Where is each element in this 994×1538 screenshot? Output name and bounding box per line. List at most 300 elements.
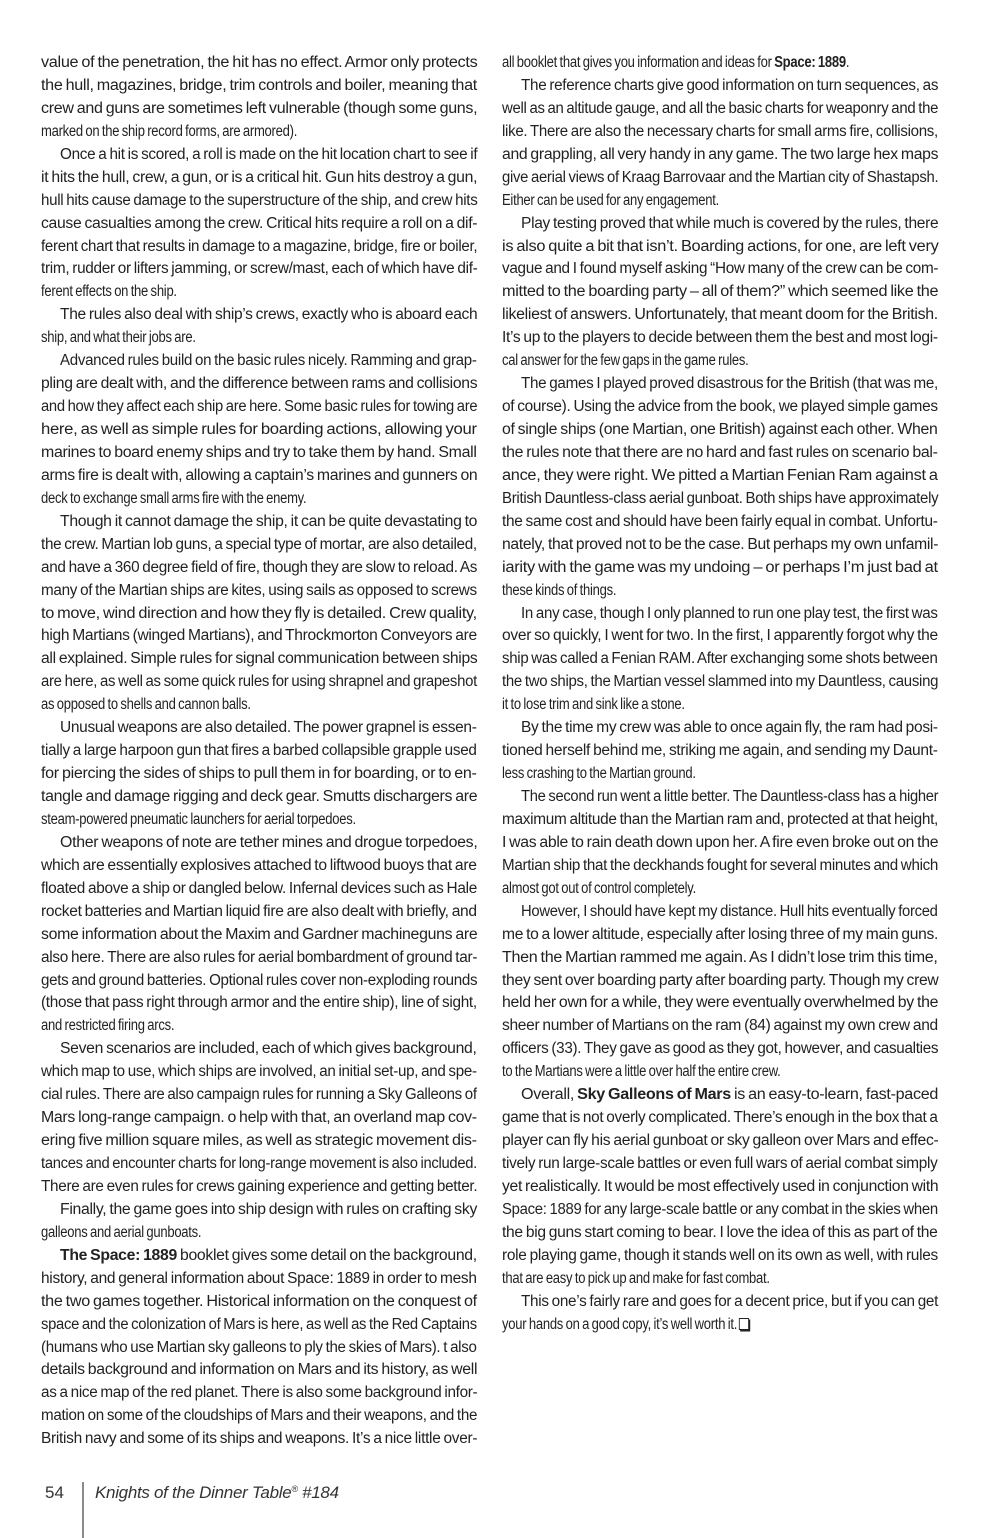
text-line bbox=[41, 671, 477, 694]
text-run: Then the Martian rammed me again. As I didn’t lose trim this time, bbox=[502, 948, 938, 966]
text-run: This one’s fairly rare and goes for a decent price, but if you can get bbox=[521, 1292, 939, 1310]
text-run: for piercing the sides of ships to pull them in for boarding, or to en- bbox=[41, 765, 477, 783]
text-run: cial rules. There are also campaign rules for running a Sky Galleons of bbox=[41, 1086, 477, 1104]
text-run: the crew. Martian lob guns, a special type of mortar, are also detailed, bbox=[41, 535, 477, 553]
line-text bbox=[502, 671, 938, 694]
text-line bbox=[502, 603, 938, 626]
text-run: mation on some of the cloudships of Mars and their weapons, and the bbox=[41, 1407, 478, 1425]
line-text bbox=[502, 236, 938, 259]
text-run: tially a large harpoon gun that fires a barbed collapsible grapple used bbox=[41, 742, 477, 760]
text-run: tangle and damage rigging and deck gear. Smutts dischargers are bbox=[41, 788, 478, 805]
line-text bbox=[502, 419, 938, 442]
text-run: (those that pass right through armor and the entire ship), line of sight, bbox=[41, 994, 477, 1012]
text-line bbox=[41, 213, 477, 236]
page-footer bbox=[0, 1470, 994, 1538]
line-text bbox=[41, 786, 477, 809]
text-line bbox=[502, 1153, 938, 1176]
line-text bbox=[41, 1428, 477, 1451]
line-text bbox=[60, 304, 477, 327]
text-run: as a nice map of the red planet. There is also some background infor- bbox=[41, 1384, 478, 1402]
text-line bbox=[41, 1038, 477, 1061]
line-text bbox=[41, 1359, 477, 1382]
text-run: and restricted firing arcs. bbox=[41, 1017, 175, 1035]
line-text bbox=[60, 350, 477, 373]
line-text bbox=[502, 534, 938, 557]
text-line bbox=[41, 327, 477, 350]
text-line bbox=[502, 878, 938, 901]
line-text bbox=[41, 901, 477, 924]
text-run: the two ships, the Martian vessel slammed into my Dauntless, causing bbox=[502, 673, 939, 691]
text-run: role playing game, though it stands well on its own as well, with rules bbox=[502, 1246, 938, 1264]
text-line bbox=[502, 625, 938, 648]
text-run: the two games together. Historical information on the conquest of bbox=[41, 1292, 477, 1310]
line-text bbox=[60, 1199, 477, 1222]
text-run: British Dauntless-class aerial gunboat. Both ships have approximately bbox=[502, 489, 939, 507]
text-line bbox=[41, 855, 477, 878]
line-text bbox=[41, 580, 477, 603]
text-line bbox=[41, 947, 477, 970]
line-text bbox=[502, 970, 938, 993]
text-line bbox=[502, 52, 938, 75]
line-text bbox=[502, 832, 938, 855]
line-text bbox=[41, 1107, 477, 1130]
line-text bbox=[41, 855, 477, 878]
right-column bbox=[502, 52, 938, 1337]
text-line bbox=[41, 236, 477, 259]
line-text bbox=[41, 488, 306, 511]
text-line bbox=[502, 740, 938, 763]
text-line bbox=[502, 442, 938, 465]
text-run: ance, they were right. We pitted a Martian Fenian Ram against a bbox=[502, 466, 938, 484]
text-line bbox=[502, 236, 938, 259]
line-text bbox=[502, 488, 938, 511]
text-line bbox=[502, 1199, 938, 1222]
text-run: and grappling, all very handy in any game. The two large hex maps bbox=[502, 145, 939, 163]
line-text bbox=[502, 511, 938, 534]
text-run: tively run large-scale battles or even full wars of aerial combat simply bbox=[502, 1155, 938, 1172]
text-run: history, and general information about Space: 1889 in order to mesh bbox=[41, 1269, 477, 1287]
text-run: the hull, magazines, bridge, trim controls and boiler, meaning that bbox=[41, 76, 477, 94]
text-run: over so quickly, I went for two. In the first, I apparently forgot why the bbox=[502, 627, 938, 645]
line-text bbox=[41, 419, 477, 442]
line-text bbox=[521, 1084, 938, 1107]
text-line bbox=[502, 121, 938, 144]
text-run: all booklet that gives you information and ideas for bbox=[502, 54, 775, 71]
text-line bbox=[41, 740, 477, 763]
text-line bbox=[41, 190, 477, 213]
line-text bbox=[41, 878, 477, 901]
text-line bbox=[41, 121, 477, 144]
text-run: high Martians (winged Martians), and Throckmorton Conveyors are bbox=[41, 627, 477, 645]
text-run: is also quite a bit that isn’t. Boarding actions, for one, are left very bbox=[502, 237, 939, 255]
text-line bbox=[502, 144, 938, 167]
line-text bbox=[502, 144, 938, 167]
line-text bbox=[41, 1268, 477, 1291]
text-run: arms fire is dealt with, allowing a captain’s marines and gunners on bbox=[41, 466, 478, 484]
text-run: the same cost and should have been fairly equal in combat. Unfortu- bbox=[502, 512, 938, 530]
line-text bbox=[41, 947, 477, 970]
text-line bbox=[41, 373, 477, 396]
text-run: By the time my crew was able to once again fly, the ram had posi- bbox=[521, 719, 938, 737]
line-text bbox=[41, 809, 356, 832]
line-text bbox=[41, 1015, 174, 1038]
text-run: tances and encounter charts for long-range movement is also included. bbox=[41, 1155, 477, 1172]
text-line bbox=[502, 992, 938, 1015]
text-line bbox=[41, 1382, 477, 1405]
text-run: to move, wind direction and how they fly is detailed. Crew quality, bbox=[41, 604, 477, 622]
line-text bbox=[41, 992, 477, 1015]
line-text bbox=[41, 1337, 477, 1360]
text-run: it hits the hull, crew, a gun, or is a critical hit. Gun hits destroy a gun, bbox=[41, 168, 478, 186]
text-line bbox=[502, 648, 938, 671]
text-line bbox=[502, 1245, 938, 1268]
text-run: Finally, the game goes into ship design with rules on crafting sky bbox=[60, 1200, 478, 1218]
text-line bbox=[41, 75, 477, 98]
line-text bbox=[41, 258, 477, 281]
text-line bbox=[502, 396, 938, 419]
text-line bbox=[41, 1153, 477, 1176]
text-run: (humans who use Martian sky galleons to ply the skies of Mars). t also bbox=[41, 1338, 477, 1356]
line-text bbox=[502, 121, 938, 144]
text-line bbox=[502, 1268, 938, 1291]
text-line bbox=[502, 327, 938, 350]
text-line bbox=[41, 1015, 477, 1038]
line-text bbox=[502, 557, 938, 580]
line-text bbox=[502, 1107, 938, 1130]
text-run: In any case, though I only planned to run one play test, the first was bbox=[521, 604, 938, 622]
text-line bbox=[502, 1222, 938, 1245]
line-text bbox=[502, 740, 938, 763]
line-text bbox=[41, 52, 477, 75]
line-text bbox=[502, 350, 748, 373]
text-run: ferent effects on the ship. bbox=[41, 283, 177, 301]
text-line bbox=[41, 1428, 477, 1451]
text-run: There are even rules for crews gaining experience and getting better. bbox=[41, 1177, 478, 1195]
text-run: rocket batteries and Martian liquid fire are also dealt with briefly, and bbox=[41, 902, 477, 920]
text-run: space and the colonization of Mars is here, as well as the Red Captains bbox=[41, 1315, 477, 1333]
text-line bbox=[502, 1015, 938, 1038]
text-line bbox=[41, 694, 477, 717]
text-run: which are essentially explosives attached to liftwood buoys that are bbox=[41, 856, 477, 874]
line-text bbox=[502, 167, 938, 190]
line-text bbox=[41, 970, 477, 993]
text-run: crew and guns are sometimes left vulnerable (though some guns, bbox=[41, 99, 478, 117]
line-text bbox=[502, 1245, 938, 1268]
text-run: vague and I found myself asking “How many of the crew can be com- bbox=[502, 260, 939, 278]
line-text bbox=[41, 236, 477, 259]
text-run: many of the Martian ships are kites, using sails as opposed to screws bbox=[41, 581, 477, 599]
text-run: The rules also deal with ship’s crews, exactly who is aboard each bbox=[60, 306, 478, 324]
line-text bbox=[41, 763, 477, 786]
line-text bbox=[41, 465, 477, 488]
text-line bbox=[502, 580, 938, 603]
text-run: almost got out of control completely. bbox=[502, 879, 696, 897]
text-run: British navy and some of its ships and weapons. It’s a nice little over- bbox=[41, 1430, 478, 1448]
text-run: Martian ship that the deckhands fought for several minutes and which bbox=[502, 856, 939, 874]
text-line bbox=[502, 947, 938, 970]
text-line bbox=[502, 786, 938, 809]
line-text bbox=[60, 1245, 477, 1268]
text-run: Overall, bbox=[521, 1086, 578, 1104]
line-text bbox=[502, 855, 938, 878]
text-line bbox=[41, 580, 477, 603]
line-text bbox=[502, 947, 938, 970]
text-line bbox=[502, 75, 938, 98]
line-text bbox=[41, 121, 297, 144]
text-run: The reference charts give good information on turn sequences, as bbox=[521, 76, 939, 94]
text-line bbox=[502, 213, 938, 236]
text-line bbox=[502, 832, 938, 855]
line-text bbox=[41, 557, 477, 580]
line-text bbox=[521, 717, 938, 740]
text-line bbox=[41, 786, 477, 809]
text-line bbox=[41, 167, 477, 190]
line-text bbox=[41, 1084, 477, 1107]
text-line bbox=[502, 901, 938, 924]
text-run: . bbox=[845, 54, 850, 71]
text-run: gets and ground batteries. Optional rules cover non-exploding rounds bbox=[41, 971, 478, 989]
text-line bbox=[41, 832, 477, 855]
text-run: here, as well as simple rules for boarding actions, allowing your bbox=[41, 421, 477, 438]
text-run: ship, and what their jobs are. bbox=[41, 329, 196, 347]
text-run: maximum altitude than the Martian ram and, protected at that height, bbox=[502, 810, 939, 828]
text-run: It’s up to the players to decide between them the best and most logi- bbox=[502, 329, 938, 347]
line-text bbox=[502, 1038, 938, 1061]
text-line bbox=[41, 1084, 477, 1107]
text-run: like. There are also the necessary charts for small arms fire, collisions, bbox=[502, 122, 938, 140]
line-text bbox=[60, 511, 477, 534]
text-run: it to lose trim and sink like a stone. bbox=[502, 696, 685, 714]
text-run: Seven scenarios are included, each of which gives background, bbox=[60, 1040, 477, 1058]
text-run: give aerial views of Kraag Barrovaar and the Martian city of Shastapsh. bbox=[502, 168, 939, 186]
line-text bbox=[502, 98, 938, 121]
text-line bbox=[41, 1222, 477, 1245]
bold-title: The Space: 1889 bbox=[60, 1246, 177, 1264]
line-text bbox=[502, 304, 938, 327]
text-line bbox=[502, 763, 938, 786]
line-text bbox=[502, 1130, 938, 1153]
text-run: they sent over boarding party after boarding party. Though my crew bbox=[502, 971, 939, 989]
text-run: well as an altitude gauge, and all the basic charts for weaponry and the bbox=[502, 99, 939, 117]
line-text bbox=[41, 1130, 477, 1153]
left-column bbox=[41, 52, 477, 1451]
line-text bbox=[502, 878, 696, 901]
text-line bbox=[502, 855, 938, 878]
text-line bbox=[41, 1359, 477, 1382]
text-line bbox=[41, 98, 477, 121]
line-text bbox=[41, 1405, 477, 1428]
line-text bbox=[502, 1153, 938, 1176]
text-line bbox=[41, 603, 477, 626]
text-run: some information about the Maxim and Gardner machineguns are bbox=[41, 925, 478, 943]
text-run: game that is not overly complicated. There’s enough in the box that a bbox=[502, 1109, 938, 1127]
line-text bbox=[502, 992, 938, 1015]
line-text bbox=[502, 580, 616, 603]
text-line bbox=[41, 970, 477, 993]
text-run: as opposed to shells and cannon balls. bbox=[41, 696, 251, 714]
line-text bbox=[521, 373, 938, 396]
text-run: Once a hit is scored, a roll is made on the hit location chart to see if bbox=[60, 145, 478, 163]
text-line bbox=[502, 511, 938, 534]
text-run: value of the penetration, the hit has no effect. Armor only protects bbox=[41, 54, 478, 71]
text-run: to the Martians were a little over half the entire crew. bbox=[502, 1063, 781, 1081]
line-text bbox=[41, 1291, 477, 1314]
end-of-article-box-icon bbox=[739, 1318, 749, 1330]
line-text bbox=[60, 144, 477, 167]
text-line bbox=[41, 1337, 477, 1360]
text-run: and how they affect each ship are here. Some basic rules for towing are bbox=[41, 398, 478, 416]
text-line bbox=[41, 557, 477, 580]
line-text bbox=[41, 671, 477, 694]
text-run: less crashing to the Martian ground. bbox=[502, 765, 696, 783]
line-text bbox=[41, 167, 477, 190]
publication-name: Knights of the Dinner Table bbox=[95, 1483, 292, 1502]
line-text bbox=[502, 1061, 781, 1084]
text-line bbox=[41, 419, 477, 442]
text-run: Mars long-range campaign. o help with that, an overland map cov- bbox=[41, 1109, 477, 1127]
line-text bbox=[502, 258, 938, 281]
publication-title bbox=[95, 1483, 339, 1503]
text-run: Other weapons of note are tether mines and drogue torpedoes, bbox=[60, 833, 478, 851]
text-run: pling are dealt with, and the difference between rams and collisions bbox=[41, 375, 478, 393]
line-text bbox=[521, 1291, 938, 1314]
bold-title: Space: 1889 bbox=[774, 54, 846, 71]
text-line bbox=[41, 717, 477, 740]
bold-title: Sky Galleons of Mars bbox=[577, 1086, 731, 1104]
text-run: trim, rudder or lifters jamming, or screw/mast, each of which have dif- bbox=[41, 260, 478, 278]
line-text bbox=[60, 1038, 477, 1061]
line-text bbox=[41, 1314, 477, 1337]
line-text bbox=[502, 1015, 938, 1038]
text-run: of single ships (one Martian, one British) against each other. When bbox=[502, 421, 938, 438]
text-line bbox=[502, 1314, 938, 1337]
text-line bbox=[41, 1130, 477, 1153]
line-text bbox=[502, 625, 938, 648]
text-run: Space: 1889 for any large-scale battle or any combat in the skies when bbox=[502, 1200, 938, 1218]
line-text bbox=[41, 396, 477, 419]
text-line bbox=[502, 98, 938, 121]
text-run: me to a lower altitude, especially after losing three of my main guns. bbox=[502, 925, 939, 943]
text-line bbox=[41, 396, 477, 419]
text-run: I was able to rain death down upon her. A fire even broke out on the bbox=[502, 833, 939, 851]
text-line bbox=[41, 534, 477, 557]
line-text bbox=[502, 1314, 749, 1337]
text-run: cal answer for the few gaps in the game rules. bbox=[502, 352, 749, 370]
line-text bbox=[41, 1382, 477, 1405]
line-text bbox=[41, 924, 477, 947]
text-line bbox=[41, 1199, 477, 1222]
text-run: the rules note that there are no hard and fast rules on scenario bal- bbox=[502, 443, 938, 461]
text-line bbox=[41, 878, 477, 901]
line-text bbox=[521, 75, 938, 98]
text-run: Play testing proved that while much is covered by the rules, there bbox=[521, 214, 939, 232]
line-text bbox=[41, 1061, 477, 1084]
line-text bbox=[41, 75, 477, 98]
line-text bbox=[41, 603, 477, 626]
line-text bbox=[41, 648, 477, 671]
line-text bbox=[41, 740, 477, 763]
text-line bbox=[41, 1107, 477, 1130]
line-text bbox=[60, 832, 477, 855]
text-run: yet realistically. It would be most effectively used in conjunction with bbox=[502, 1177, 939, 1195]
line-text bbox=[521, 901, 938, 924]
text-run: the big guns start coming to bear. I love the idea of this as part of the bbox=[502, 1223, 938, 1241]
text-run: is an easy-to-learn, fast-paced bbox=[730, 1086, 938, 1104]
text-run: held her own for a while, they were eventually overwhelmed by the bbox=[502, 994, 939, 1012]
text-run: player can fly his aerial gunboat or sky galleon over Mars and effec- bbox=[502, 1132, 939, 1150]
text-run: mitted to the boarding party – all of them?” which seemed like the bbox=[502, 283, 939, 301]
text-line bbox=[41, 1061, 477, 1084]
line-text bbox=[502, 396, 938, 419]
registered-mark: ® bbox=[291, 1484, 298, 1494]
text-line bbox=[502, 970, 938, 993]
text-line bbox=[41, 304, 477, 327]
text-line bbox=[502, 1176, 938, 1199]
text-run: that are easy to pick up and make for fast combat. bbox=[502, 1269, 770, 1287]
text-run: Though it cannot damage the ship, it can be quite devastating to bbox=[60, 512, 478, 530]
text-line bbox=[41, 350, 477, 373]
text-run: Unusual weapons are also detailed. The power grapnel is essen- bbox=[60, 719, 477, 737]
text-line bbox=[502, 281, 938, 304]
text-line bbox=[502, 671, 938, 694]
text-line bbox=[41, 1176, 477, 1199]
text-run: officers (33). They gave as good as they got, however, and casualties bbox=[502, 1040, 939, 1058]
line-text bbox=[41, 373, 477, 396]
text-line bbox=[41, 488, 477, 511]
line-text bbox=[502, 763, 696, 786]
text-run: steam-powered pneumatic launchers for aerial torpedoes. bbox=[41, 810, 356, 828]
line-text bbox=[502, 281, 938, 304]
line-text bbox=[502, 1222, 938, 1245]
text-run: nately, that proved not to be the case. But perhaps my own unfamil- bbox=[502, 535, 939, 553]
text-line bbox=[41, 144, 477, 167]
text-run: marked on the ship record forms, are armored). bbox=[41, 122, 298, 140]
text-run: iarity with the game was my undoing – or perhaps I’m just bad at bbox=[502, 558, 938, 576]
text-run: marines to board enemy ships and try to take them by hand. Small bbox=[41, 443, 477, 461]
text-line bbox=[502, 694, 938, 717]
line-text bbox=[41, 625, 477, 648]
line-text bbox=[41, 442, 477, 465]
text-line bbox=[41, 924, 477, 947]
text-line bbox=[41, 992, 477, 1015]
text-line bbox=[502, 924, 938, 947]
line-text bbox=[41, 534, 477, 557]
text-line bbox=[41, 1405, 477, 1428]
line-text bbox=[502, 694, 685, 717]
footer-divider bbox=[82, 1482, 84, 1538]
page-number: 54 bbox=[45, 1483, 64, 1502]
line-text bbox=[521, 213, 938, 236]
text-line bbox=[502, 1038, 938, 1061]
text-line bbox=[502, 488, 938, 511]
text-run: likeliest of answers. Unfortunately, that meant doom for the British. bbox=[502, 306, 938, 324]
text-line bbox=[502, 258, 938, 281]
text-line bbox=[41, 1291, 477, 1314]
text-line bbox=[502, 1061, 938, 1084]
text-line bbox=[502, 167, 938, 190]
text-run: booklet gives some detail on the background, bbox=[176, 1246, 477, 1264]
line-text bbox=[41, 327, 196, 350]
line-text bbox=[502, 1268, 770, 1291]
text-line bbox=[41, 625, 477, 648]
text-run: Advanced rules build on the basic rules nicely. Ramming and grap- bbox=[60, 352, 477, 370]
line-text bbox=[41, 213, 477, 236]
line-text bbox=[502, 1176, 938, 1199]
line-text bbox=[502, 442, 938, 465]
text-line bbox=[41, 511, 477, 534]
text-line bbox=[41, 1314, 477, 1337]
line-text bbox=[502, 1199, 938, 1222]
